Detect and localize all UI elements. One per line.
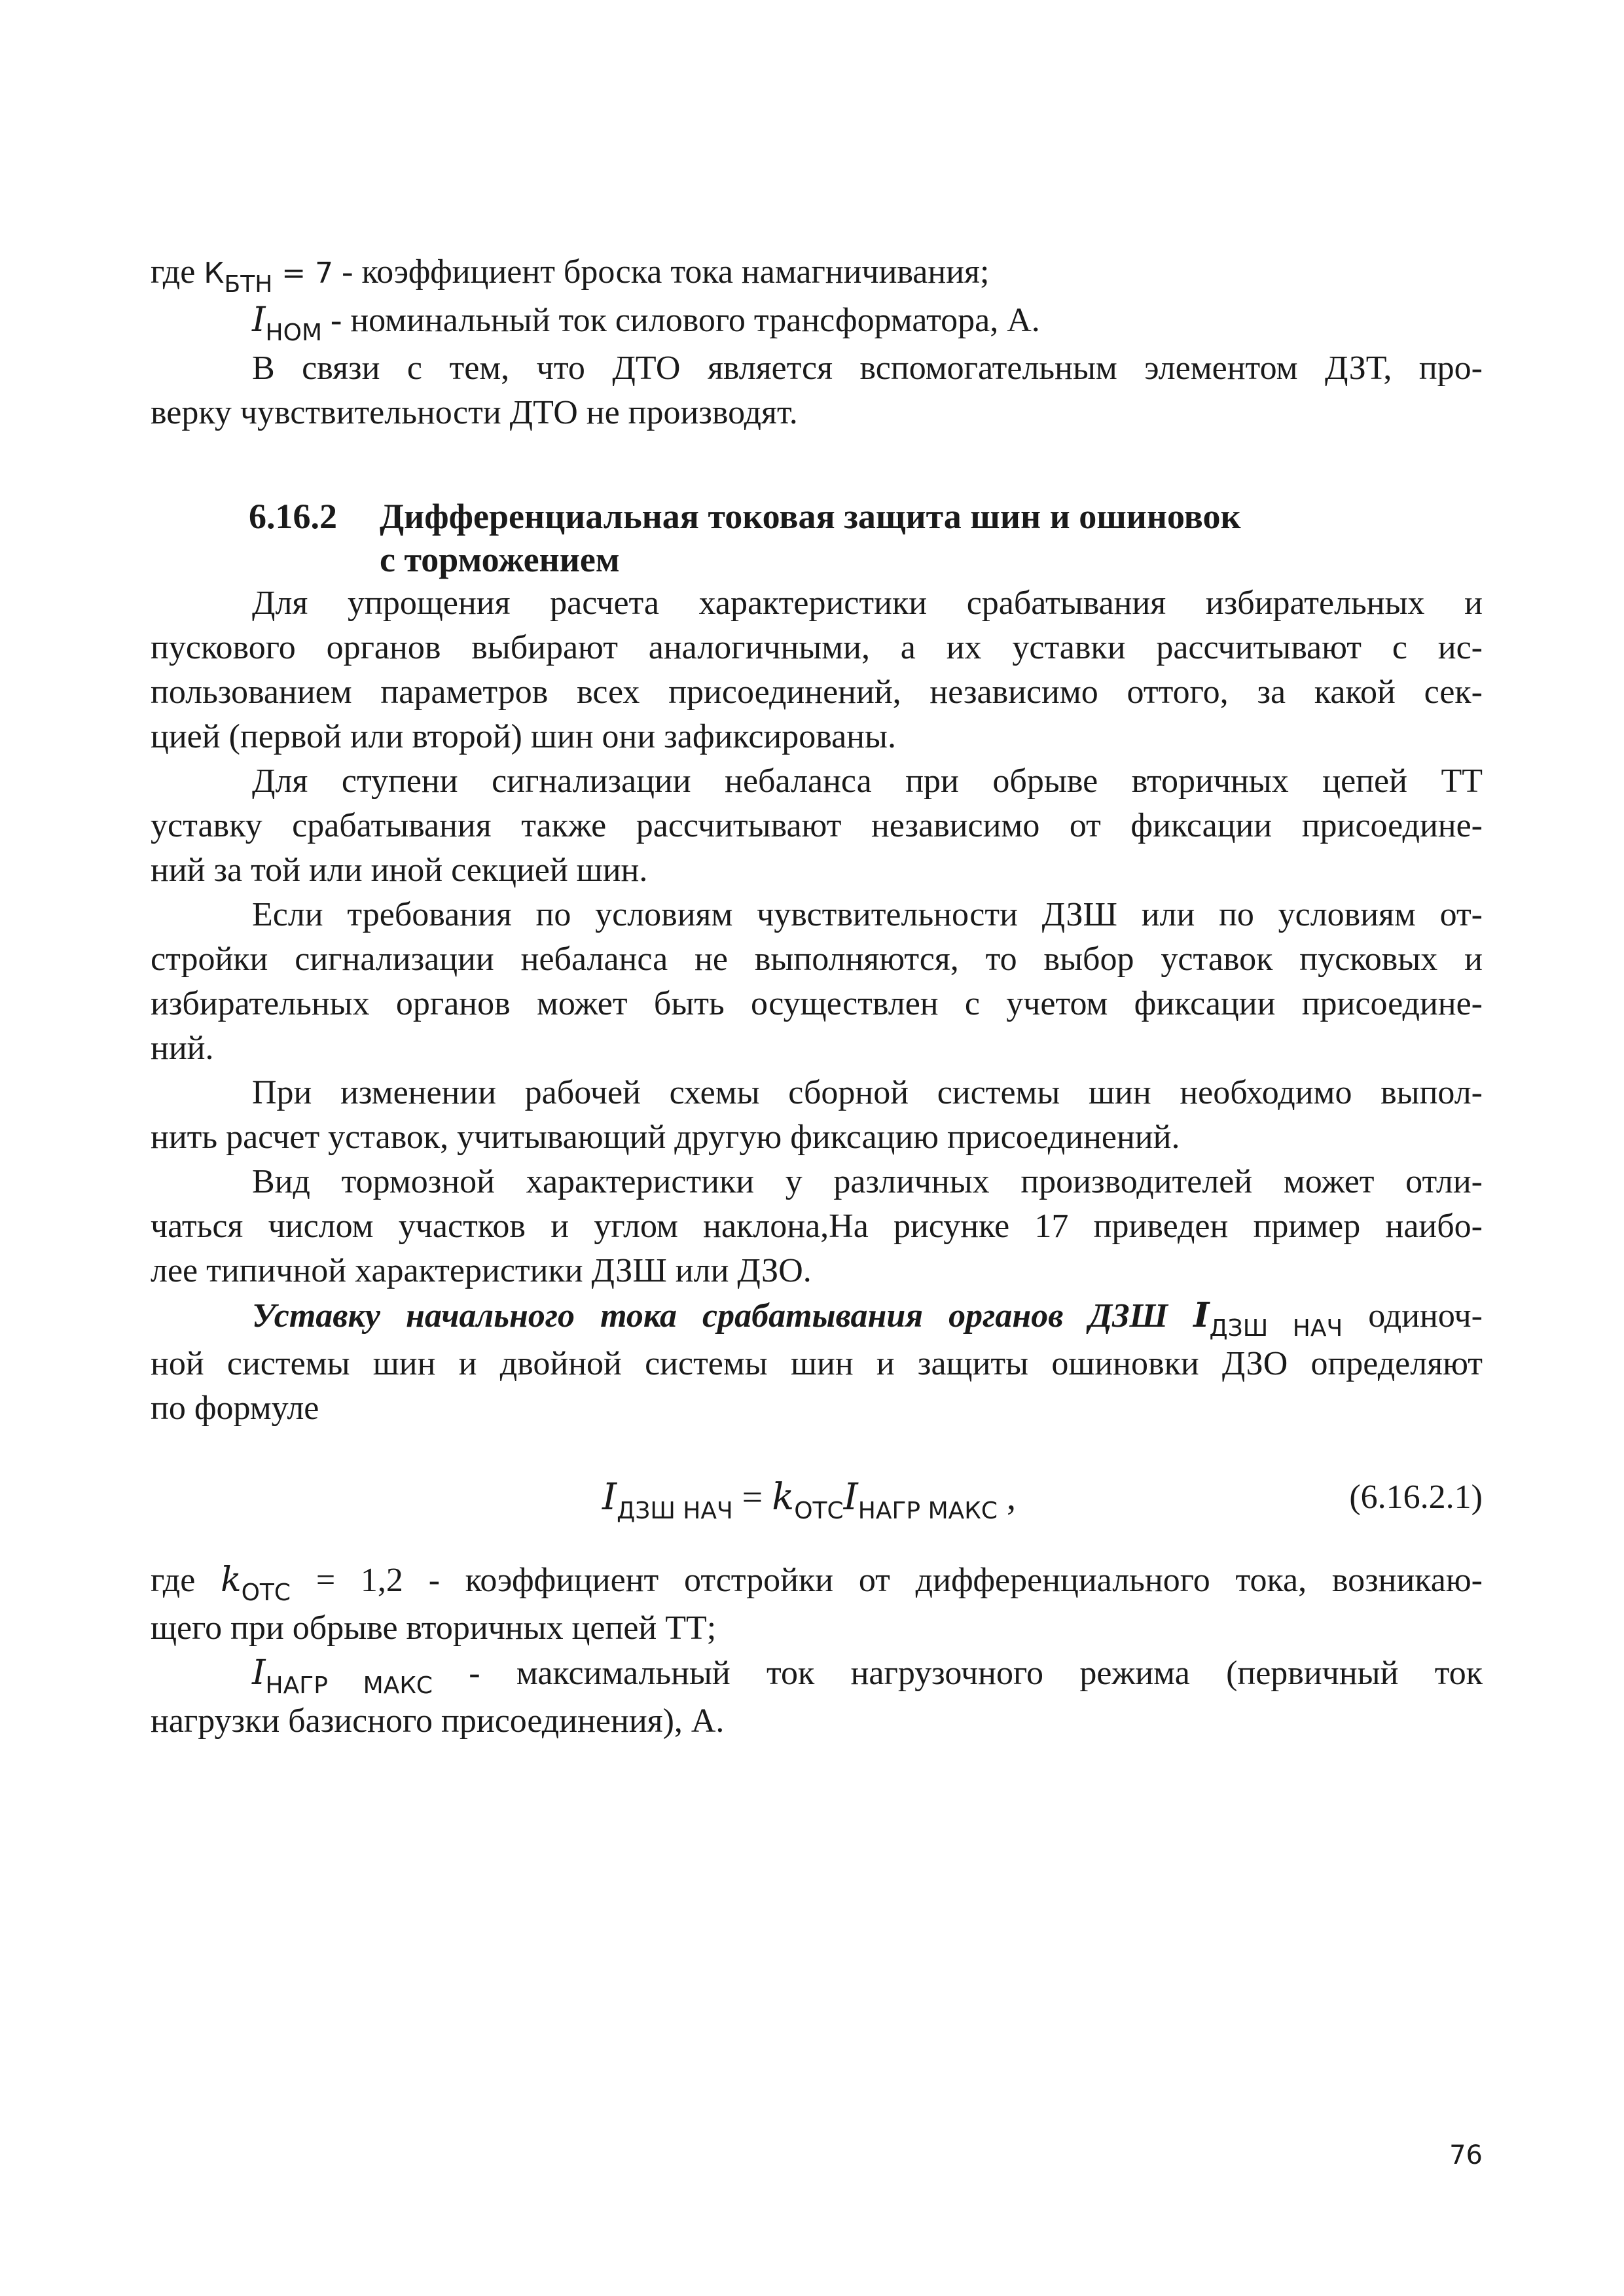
section-title-line2: с торможением	[380, 540, 620, 579]
text-line: Для ступени сигнализации небаланса при обрыве вторичных цепей ТТ	[252, 762, 1483, 800]
text-line: верку чувствительности ДТО не производят.	[151, 394, 798, 431]
text-line: Уставку начального тока срабатывания органов ДЗШ $I_{ДЗШ НАЧ}$ одиноч-	[252, 1295, 1483, 1342]
text-line: по формуле	[151, 1390, 319, 1427]
paragraph-coefficients	[151, 250, 1483, 435]
text-line: щего при обрыве вторичных цепей ТТ;	[151, 1609, 717, 1647]
section-heading	[249, 495, 1241, 581]
paragraph-sensitivity	[151, 893, 1483, 1071]
symbol-i: I	[252, 300, 266, 340]
text-line: стройки сигнализации небаланса не выполняются, то выбор уставок пусковых и	[151, 941, 1483, 978]
text-line: ной системы шин и двойной системы шин и защиты ошиновки ДЗО определяют	[151, 1345, 1483, 1382]
text-line: В связи с тем, что ДТО является вспомогательным элементом ДЗТ, про-	[252, 350, 1483, 387]
text-line: где $К_{БТН} = 7$ - коэффициент броска тока намагничивания;	[151, 253, 990, 298]
text-line: $I_{НАГР МАКС}$ - максимальный ток нагрузочного режима (первичный ток	[252, 1653, 1483, 1699]
section-title-line1: Дифференциальная токовая защита шин и ошиновок	[380, 497, 1241, 536]
section-number: 6.16.2	[249, 497, 337, 536]
paragraph-setting	[151, 1293, 1483, 1431]
text-line: чаться числом участков и углом наклона,На рисунке 17 приведен пример наибо-	[151, 1208, 1483, 1245]
formula: $I_{ДЗШ НАЧ} = k_{ОТС}I_{НАГР МАКС}$ ,	[602, 1476, 1016, 1524]
symbol-k: К	[204, 257, 225, 290]
text-line: пользованием параметров всех присоединений, независимо оттого, за какой сек-	[151, 673, 1483, 711]
text-line: лее типичной характеристики ДЗШ или ДЗО.	[151, 1252, 812, 1289]
formula-number: (6.16.2.1)	[1349, 1479, 1483, 1516]
text-line: ний за той или иной секцией шин.	[151, 852, 648, 889]
text-line: нить расчет уставок, учитывающий другую фиксацию присоединений.	[151, 1119, 1180, 1156]
text-line: где $k_{ОТС} = 1,2$ - коэффициент отстройки от дифференциального тока, возникаю-	[151, 1560, 1483, 1606]
text-line: уставку срабатывания также рассчитывают независимо от фиксации присоедине-	[151, 807, 1483, 844]
text-line: нагрузки базисного присоединения), А.	[151, 1702, 725, 1740]
text-line: пускового органов выбирают аналогичными, а их уставки рассчитывают с ис-	[151, 629, 1483, 666]
paragraph-simplification	[151, 581, 1483, 759]
paragraph-where	[151, 1558, 1483, 1744]
text-line: избирательных органов может быть осуществлен с учетом фиксации присоедине-	[151, 985, 1483, 1022]
text-line: Для упрощения расчета характеристики срабатывания избирательных и	[252, 584, 1483, 622]
paragraph-braking-characteristic	[151, 1160, 1483, 1293]
text-line: Вид тормозной характеристики у различных производителей может отли-	[252, 1163, 1483, 1200]
page-number: 76	[1449, 2140, 1483, 2170]
text-line: $I_{НОМ}$ - номинальный ток силового трансформатора, А.	[252, 300, 1040, 346]
text-line: При изменении рабочей схемы сборной системы шин необходимо выпол-	[252, 1074, 1483, 1111]
text-line: цией (первой или второй) шин они зафиксированы.	[151, 718, 896, 755]
paragraph-scheme-change	[151, 1071, 1483, 1160]
text-line: Если требования по условиям чувствительности ДЗШ или по условиям от-	[252, 896, 1483, 933]
text-line: ний.	[151, 1030, 214, 1067]
paragraph-unbalance	[151, 759, 1483, 893]
